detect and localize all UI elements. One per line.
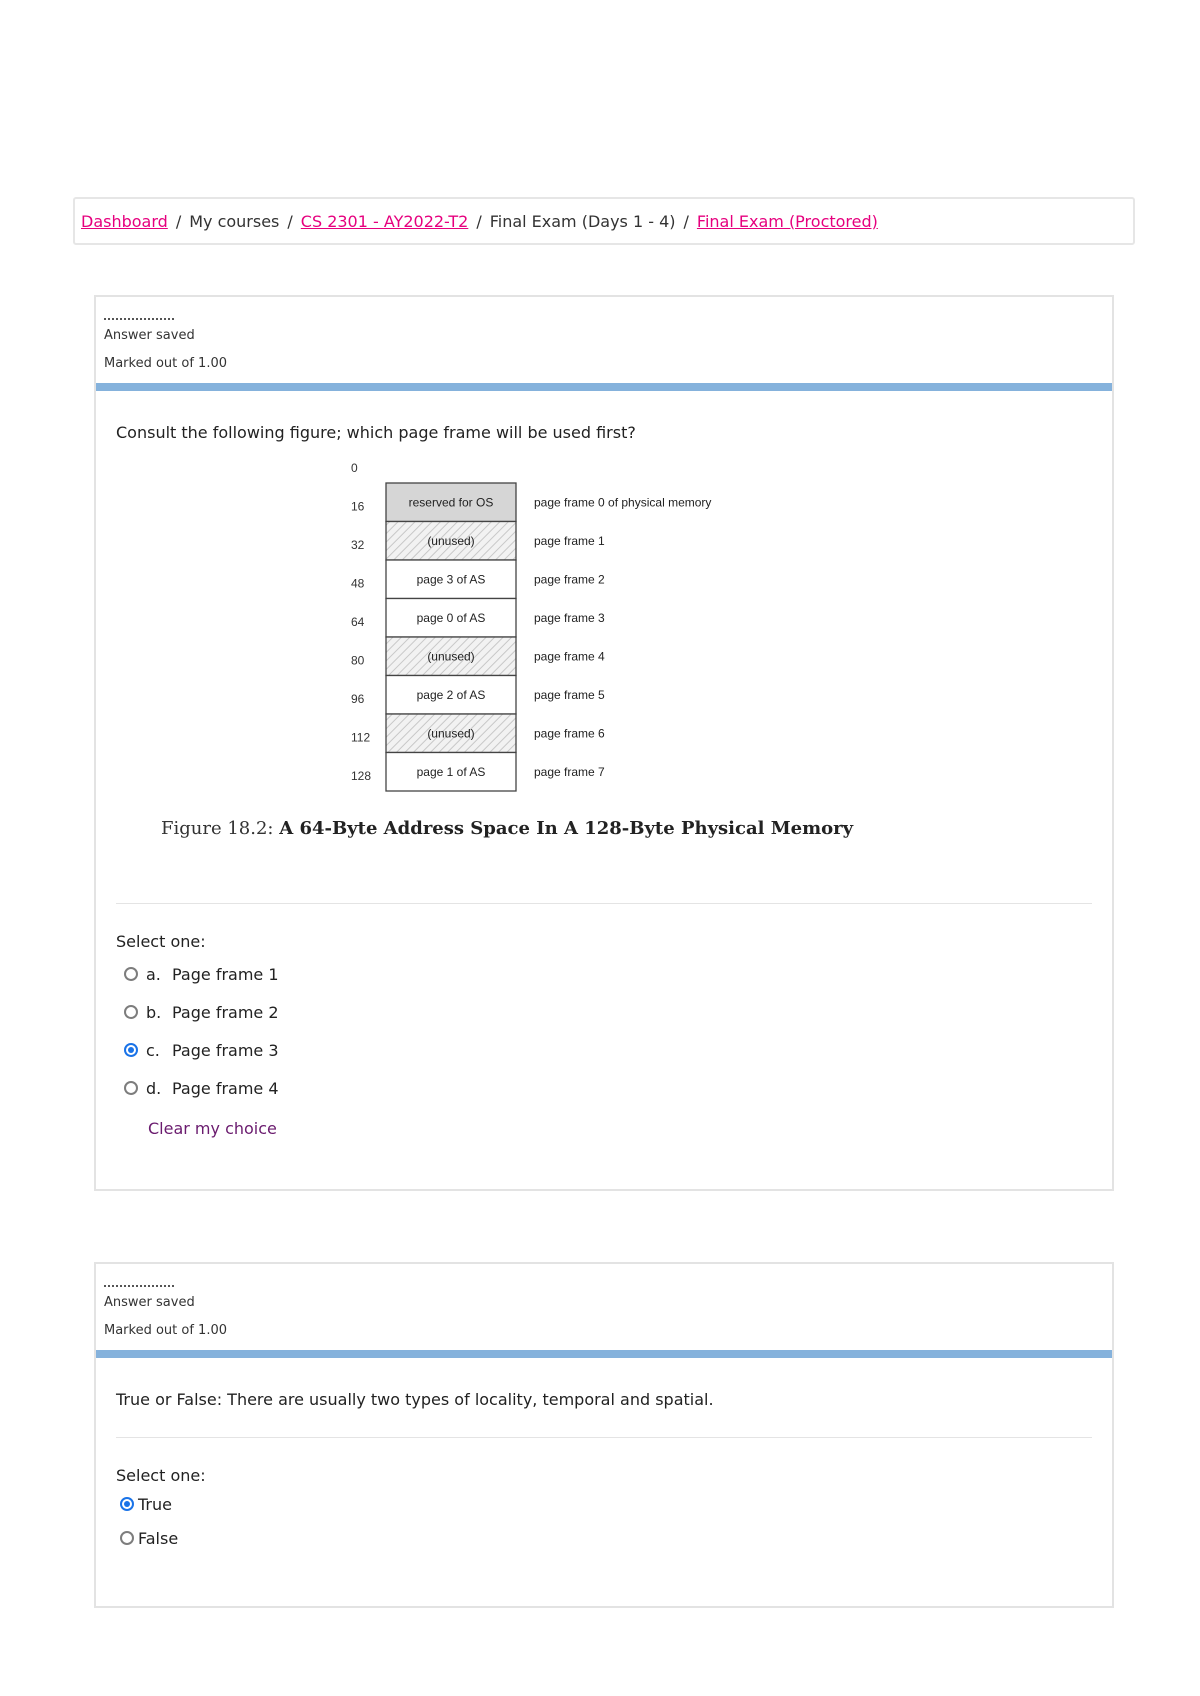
figure-offset-label: 16 [351, 499, 365, 514]
question-number-redacted [104, 311, 1104, 319]
question-status: Answer saved [104, 1295, 195, 1310]
breadcrumb-separator: / [476, 211, 482, 231]
figure-offset-label: 32 [351, 538, 365, 552]
question-status: Answer saved [104, 328, 195, 343]
question-number-redacted [104, 1278, 1104, 1286]
figure-caption [161, 818, 1092, 839]
radio-button-b[interactable] [124, 1005, 138, 1019]
question-accent-bar [96, 383, 1112, 391]
question-card-1 [94, 295, 1114, 1191]
figure-offset-label: 80 [351, 653, 365, 668]
figure-cell-label: page 0 of AS [416, 610, 486, 625]
option-c[interactable] [124, 1031, 1092, 1069]
figure-offset-label: 128 [351, 769, 372, 783]
answer-options [116, 955, 1092, 1107]
divider [116, 903, 1092, 904]
radio-button-false[interactable] [120, 1531, 134, 1545]
figure-cell-label: (unused) [427, 726, 475, 741]
question-marks: Marked out of 1.00 [104, 356, 228, 371]
question-text: Consult the following figure; which page frame will be used first? [116, 423, 636, 442]
option-label: False [138, 1528, 179, 1548]
answer-options [116, 1487, 1092, 1555]
figure-frame-label: page frame 6 [534, 726, 605, 741]
option-b[interactable] [124, 993, 1092, 1031]
figure-cell-label: (unused) [427, 533, 475, 548]
option-a[interactable] [124, 955, 1092, 993]
breadcrumb-course-link[interactable]: CS 2301 - AY2022-T2 [300, 211, 469, 231]
breadcrumb-separator: / [175, 211, 182, 231]
figure-cell-label: page 2 of AS [416, 687, 486, 702]
figure-caption-title: A 64-Byte Address Space In A 128-Byte Physical Memory [279, 818, 854, 839]
divider [116, 1437, 1092, 1438]
radio-button-d[interactable] [124, 1081, 138, 1095]
option-label: Page frame 1 [172, 964, 279, 984]
radio-button-a[interactable] [124, 967, 138, 981]
option-true[interactable] [120, 1487, 1092, 1521]
breadcrumb-separator: / [683, 211, 689, 231]
figure-cell-label: page 1 of AS [416, 764, 486, 779]
figure-offset-label: 64 [351, 615, 365, 629]
option-letter: b. [146, 1002, 162, 1022]
question-marks: Marked out of 1.00 [104, 1323, 228, 1338]
figure-frame-label: page frame 2 [534, 572, 605, 587]
figure-cell-label: reserved for OS [408, 495, 494, 510]
figure-frame-label: page frame 0 of physical memory [534, 495, 712, 510]
question-card-2 [94, 1262, 1114, 1608]
option-letter: a. [146, 964, 161, 984]
figure-frame-label: page frame 5 [534, 687, 605, 702]
figure-frame-label: page frame 7 [534, 764, 605, 779]
breadcrumb-exam-link[interactable]: Final Exam (Proctored) [696, 211, 878, 231]
breadcrumb-section: Final Exam (Days 1 - 4) [489, 211, 676, 231]
figure-offset-label: 96 [351, 692, 365, 706]
option-label: Page frame 2 [172, 1002, 279, 1022]
page-frame-figure [196, 460, 896, 830]
breadcrumb-dashboard-link[interactable]: Dashboard [81, 211, 168, 231]
figure-cell-label: page 3 of AS [416, 572, 486, 587]
option-d[interactable] [124, 1069, 1092, 1107]
figure-frame-label: page frame 3 [534, 610, 605, 625]
option-letter: d. [146, 1078, 162, 1098]
question-text: True or False: There are usually two types of locality, temporal and spatial. [116, 1390, 714, 1409]
question-accent-bar [96, 1350, 1112, 1358]
breadcrumb-my-courses: My courses [189, 211, 280, 231]
figure-frame-label: page frame 4 [534, 649, 605, 664]
figure-caption-prefix: Figure 18.2: [161, 818, 274, 839]
figure-cell-label: (unused) [427, 649, 475, 664]
question-info [96, 1264, 1112, 1350]
select-one-label: Select one: [116, 932, 206, 951]
option-label: True [138, 1494, 172, 1514]
figure-offset-label: 112 [351, 730, 371, 745]
radio-button-c-selected[interactable] [124, 1043, 138, 1057]
figure-offset-label: 48 [351, 576, 365, 591]
breadcrumb-separator: / [287, 211, 293, 231]
option-false[interactable] [120, 1521, 1092, 1555]
breadcrumb [73, 197, 1135, 245]
option-label: Page frame 3 [172, 1040, 279, 1060]
figure-offset-label: 0 [351, 461, 358, 475]
option-letter: c. [146, 1040, 160, 1060]
option-label: Page frame 4 [172, 1078, 279, 1098]
radio-button-true-selected[interactable] [120, 1497, 134, 1511]
figure-frame-label: page frame 1 [534, 533, 605, 548]
question-info [96, 297, 1112, 383]
clear-choice-link[interactable]: Clear my choice [148, 1119, 277, 1138]
select-one-label: Select one: [116, 1466, 206, 1485]
